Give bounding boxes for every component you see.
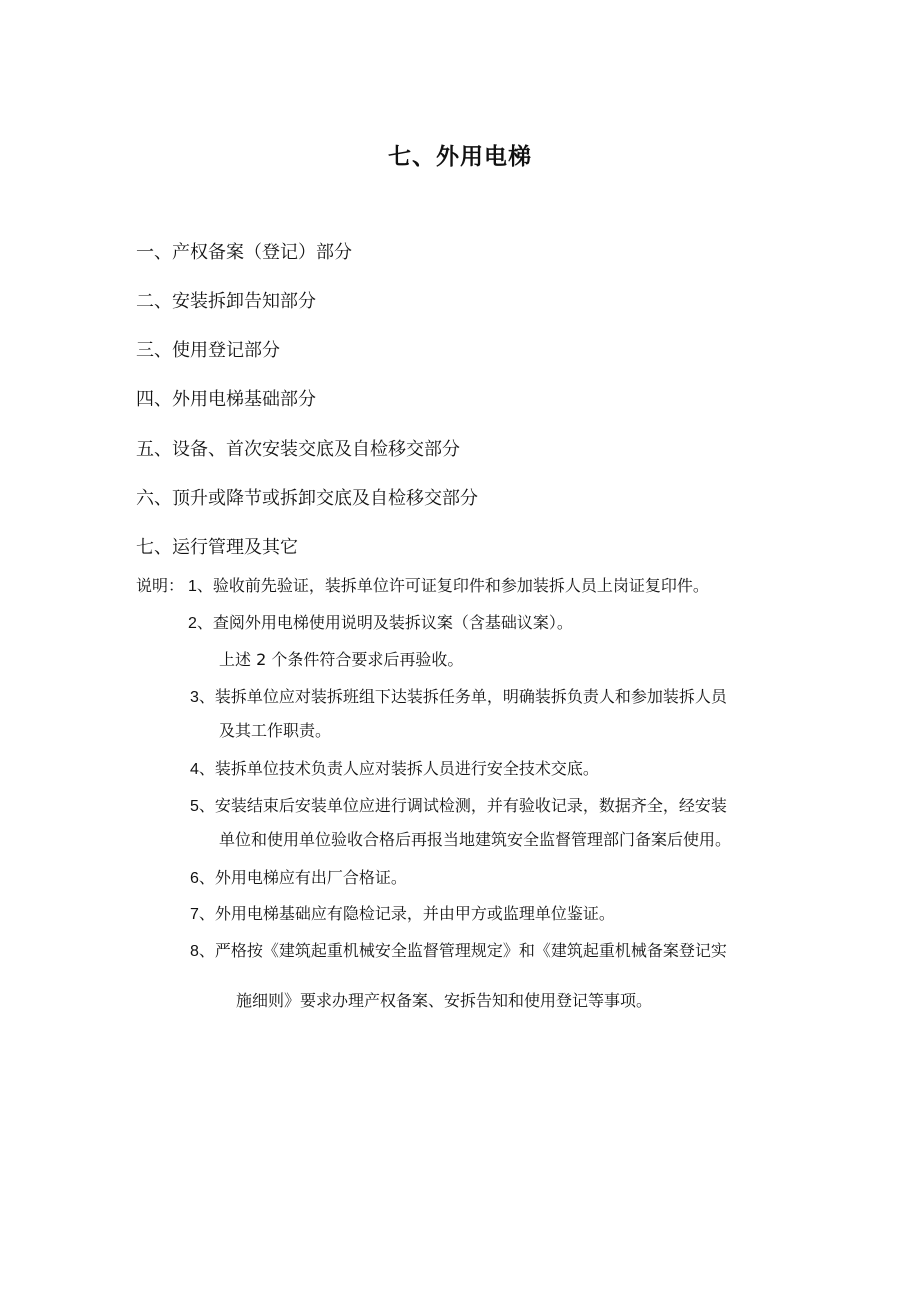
note-line: 装拆单位应对装拆班组下达装拆任务单，明确装拆负责人和参加装拆人员 [214, 687, 727, 706]
note-number: 6、 [190, 870, 215, 887]
note-item-4 [190, 758, 599, 781]
note-item-3-line-2: 及其工作职责。 [219, 721, 332, 740]
note-item-7 [190, 903, 615, 926]
note-line: 外用电梯基础应有隐检记录，并由甲方或监理单位鉴证。 [214, 904, 615, 923]
note-item-1 [188, 575, 709, 598]
note-number: 7、 [190, 906, 215, 923]
note-number: 4、 [190, 761, 215, 778]
note-item-8 [190, 940, 727, 963]
notes-label: 说明： [136, 576, 185, 595]
note-line: 验收前先验证，装拆单位许可证复印件和参加装拆人员上岗证复印件。 [212, 576, 709, 595]
note-item-2 [188, 612, 573, 635]
section-item-5: 五、设备、首次安装交底及自检移交部分 [136, 439, 460, 460]
note-number: 8、 [190, 943, 215, 960]
section-item-4: 四、外用电梯基础部分 [136, 389, 316, 410]
note-item-8-line-2: 施细则》要求办理产权备案、安拆告知和使用登记等事项。 [236, 991, 653, 1010]
section-item-1: 一、产权备案（登记）部分 [136, 242, 352, 263]
note-item-6 [190, 867, 407, 890]
note-item-2-line-2: 上述 2 个条件符合要求后再验收。 [219, 650, 464, 669]
note-item-5-line-2: 单位和使用单位验收合格后再报当地建筑安全监督管理部门备案后使用。 [219, 830, 732, 849]
note-number: 1、 [188, 578, 213, 595]
section-item-6: 六、顶升或降节或拆卸交底及自检移交部分 [136, 488, 478, 509]
note-line: 查阅外用电梯使用说明及装拆议案（含基础议案）。 [212, 613, 573, 632]
section-item-7: 七、运行管理及其它 [136, 537, 298, 558]
note-item-5 [190, 795, 727, 818]
section-item-2: 二、安装拆卸告知部分 [136, 291, 316, 312]
note-number: 5、 [190, 798, 215, 815]
page-title: 七、外用电梯 [388, 144, 532, 170]
note-line: 装拆单位技术负责人应对装拆人员进行安全技术交底。 [214, 759, 599, 778]
note-number: 3、 [190, 689, 215, 706]
note-line: 严格按《建筑起重机械安全监督管理规定》和《建筑起重机械备案登记实 [214, 941, 727, 960]
note-line: 外用电梯应有出厂合格证。 [214, 868, 407, 887]
note-item-3 [190, 686, 727, 709]
note-line: 安装结束后安装单位应进行调试检测，并有验收记录，数据齐全，经安装 [214, 796, 727, 815]
section-item-3: 三、使用登记部分 [136, 340, 280, 361]
note-number: 2、 [188, 615, 213, 632]
